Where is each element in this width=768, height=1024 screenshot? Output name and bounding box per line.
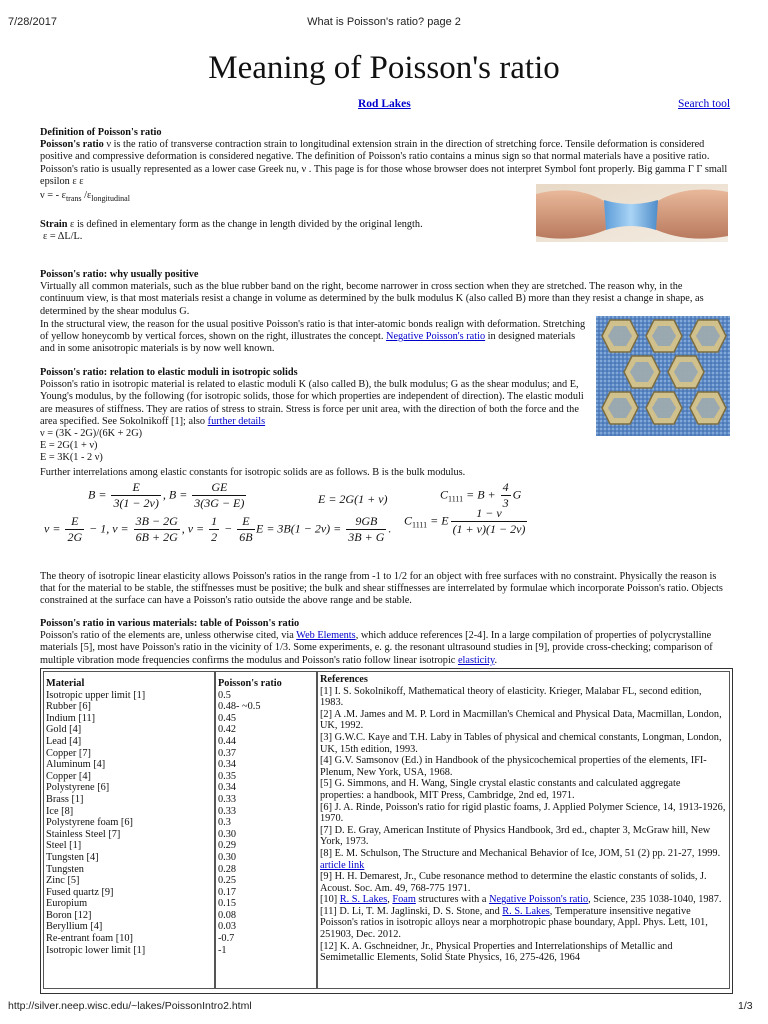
material-cell: Ice [8] (46, 805, 74, 817)
ref11-lakes-link[interactable]: R. S. Lakes (502, 905, 550, 917)
relation-formula-1: ν = (3K - 2G)/(6K + 2G) (40, 428, 143, 440)
material-cell: Tungsten [4] (46, 851, 99, 863)
definition-lead: Poisson's ratio (40, 139, 104, 151)
references-header: References (320, 674, 368, 685)
reference-item: [8] E. M. Schulson, The Structure and Mechanical Behavior of Ice, JOM, 51 (2) pp. 21-27, 1999. (320, 847, 721, 859)
further-details-link[interactable]: further details (207, 415, 266, 427)
reference-11-a: [11] D. Li, T. M. Jaglinski, D. S. Stone, and (320, 905, 503, 917)
definition-heading: Definition of Poisson's ratio (40, 127, 162, 138)
material-cell: Zinc [5] (46, 875, 80, 887)
ratio-cell: 0.33 (218, 793, 237, 805)
formula-b-row1: B = $\frac{E}{3(1 - 2\nu)}$ , B = $\frac{GE}{3(3G - E)}$ (88, 480, 245, 510)
positive-p2-tail: in designed materials and in some anisotropic materials is by now well known. (40, 331, 576, 355)
positive-section (40, 269, 728, 318)
formula-nu-row2: ν = $\frac{E}{2G}$ − 1, ν = $\frac{3B - 2G}{6B + 2G}$ , ν = $\frac{1}{2}$ − $\frac{E}{6B}$ (44, 514, 253, 544)
reference-item: [1] I. S. Sokolnikoff, Mathematical theory of elasticity. Krieger, Malabar FL, second edition, 1983. (320, 685, 702, 709)
strain-definition (40, 219, 540, 243)
ratio-header: Poisson's ratio (218, 678, 282, 689)
material-list (46, 690, 212, 957)
search-tool-link[interactable]: Search tool (678, 98, 731, 110)
reference-item: [4] G.V. Samsonov (Ed.) in Handbook of the physicochemical properties of the elements, IFI-Plenum, New York, USA, 1968. (320, 755, 707, 778)
table-intro-a: Poisson's ratio of the elements are, unless otherwise cited, via (40, 630, 297, 642)
ratio-list (218, 690, 314, 957)
positive-heading: Poisson's ratio: why usually positive (40, 269, 199, 280)
formula-lhs: ν = - ε (40, 190, 66, 201)
ratio-cell: 0.3 (218, 817, 231, 829)
ratio-cell: 0.34 (218, 759, 237, 771)
ratio-cell: 0.34 (218, 782, 237, 794)
ratio-cell: 0.44 (218, 735, 237, 747)
ratio-cell: -1 (218, 944, 227, 956)
references-column (317, 671, 730, 989)
material-cell: Aluminum [4] (46, 759, 106, 771)
reference-10-d: , Science, 235 1038-1040, 1987. (588, 894, 722, 906)
reference-9: [9] H. H. Demarest, Jr., Cube resonance method to determine the elastic constants of solids, J. Acoust. Soc. Am. 49, 768-775 1971. (320, 871, 707, 894)
ratio-cell: 0.15 (218, 898, 237, 910)
material-cell: Gold [4] (46, 724, 82, 736)
material-column (43, 671, 215, 989)
formula-e-shear: E = 2G(1 + ν) (318, 492, 388, 506)
ratio-cell: 0.33 (218, 805, 237, 817)
ratio-cell: 0.45 (218, 712, 237, 724)
formula-c1111-b: $C_{1111} = E$ $\frac{1 - \nu}{(1 + \nu)(1 - 2\nu)}$ (404, 506, 526, 536)
strain-text: ε is defined in elementary form as the change in length divided by the original length. (67, 219, 423, 230)
ratio-cell: 0.30 (218, 851, 237, 863)
relation-section (40, 367, 592, 465)
table-intro-b: , which adduce references [2-4]. In a large compilation of properties of polycrystalline materials [5], most have Poisson's ratio in the vicinity of 1/3. Some experiments, e. g. the resonant ultrasound studies in [9], provide cross-checking; comparison of multiple vibration mode frequencies confirms the modulus and Poisson's ratio follow linear isotropic (40, 630, 713, 666)
reference-10-a: [10] (320, 894, 340, 906)
print-date: 7/28/2017 (8, 16, 57, 28)
ratio-cell: 0.48- ~0.5 (218, 701, 261, 713)
ratio-column (215, 671, 317, 989)
poisson-table (40, 668, 733, 994)
material-header: Material (46, 678, 85, 689)
page-title: Meaning of Poisson's ratio (208, 50, 560, 86)
ratio-cell: 0.17 (218, 886, 237, 898)
material-cell: Tungsten (46, 863, 84, 875)
material-cell: Stainless Steel [7] (46, 828, 121, 840)
positive-p1: Virtually all common materials, such as the blue rubber band on the right, become narrower in cross section when they are stretched. The reason why, in the continuum view, is that most materials resist a change in volume as determined by the bulk modulus K (also called B) more than they resist a change in shape, as determined by the shear modulus G. (40, 281, 704, 317)
reference-item: [5] G. Simmons, and H. Wang, Single crystal elastic constants and calculated aggregate properties: a handbook, MIT Press, Cambridge, 2nd ed, 1971. (320, 778, 681, 801)
reference-item: [6] J. A. Rinde, Poisson's ratio for rigid plastic foams, J. Applied Polymer Science, 14, 1913-1926, 1970. (320, 801, 726, 825)
reference-list (320, 686, 727, 860)
material-cell: Re-entrant foam [10] (46, 933, 133, 945)
material-cell: Isotropic lower limit [1] (46, 944, 146, 956)
ratio-cell: 0.03 (218, 921, 237, 933)
material-cell: Rubber [6] (46, 701, 91, 713)
ratio-cell: 0.25 (218, 875, 237, 887)
ref10-negative-poisson-link[interactable]: Negative Poisson's ratio (489, 894, 589, 906)
formula-mid: /ε (81, 190, 92, 201)
material-cell: Polystyrene [6] (46, 782, 110, 794)
web-elements-link[interactable]: Web Elements (296, 630, 356, 642)
material-cell: Steel [1] (46, 840, 82, 852)
reference-11-b: , Temperature insensitive negative Poisson's ratios in isotropic alloys near a morphotropic phase boundary, Appl. Phys. Lett, 101, 251903, Dec. 2012. (320, 905, 708, 941)
reference-item: [2] A .M. James and M. P. Lord in Macmillan's Chemical and Physical Data, Macmillan, London, UK, 1992. (320, 708, 722, 732)
elasticity-link[interactable]: elasticity (457, 654, 495, 666)
relation-formula-3: E = 3K(1 - 2 ν) (40, 452, 103, 464)
ice-article-link[interactable]: article link (320, 859, 365, 871)
formula-e-bulk: E = 3B(1 − 2ν) = $\frac{9GB}{3B + G}$ . (256, 514, 392, 544)
table-heading: Poisson's ratio in various materials: table of Poisson's ratio (40, 618, 300, 629)
print-title: What is Poisson's ratio? page 2 (307, 16, 461, 28)
material-cell: Indium [11] (46, 712, 96, 724)
material-cell: Lead [4] (46, 735, 82, 747)
material-cell: Copper [7] (46, 747, 91, 759)
ref10-lakes-link[interactable]: R. S. Lakes (339, 894, 388, 906)
reference-item: [7] D. E. Gray, American Institute of Physics Handbook, 3rd ed., chapter 3, McGraw hill, New York, 1973. (320, 824, 711, 848)
material-cell: Isotropic upper limit [1] (46, 689, 146, 701)
ratio-cell: 0.30 (218, 828, 237, 840)
formula-c1111-a: $C_{1111} = B$ + $\frac{4}{3}$ G (440, 480, 522, 510)
formula-sub-trans: trans (65, 194, 82, 204)
material-cell: Europium (46, 898, 88, 910)
definition-section (40, 127, 728, 188)
table-section (40, 618, 728, 667)
reference-10-b: , (387, 894, 393, 906)
material-cell: Polystyrene foam [6] (46, 817, 133, 829)
ref10-foam-link[interactable]: Foam (392, 894, 416, 906)
honeycomb-photo (596, 316, 730, 436)
formula-sub-long: longitudinal (91, 194, 130, 204)
ratio-cell: 0.08 (218, 909, 237, 921)
strain-formula: ε = ΔL/L. (43, 231, 83, 243)
ratio-cell: -0.7 (218, 933, 235, 945)
reference-10-c: structures with a (415, 894, 490, 906)
positive-p2 (40, 319, 592, 356)
nu-formula (40, 190, 540, 205)
further-interrelations: Further interrelations among elastic constants for isotropic solids are as follows. B is the bulk modulus. (40, 467, 466, 478)
material-cell: Fused quartz [9] (46, 886, 114, 898)
ratio-cell: 0.5 (218, 689, 231, 701)
material-cell: Brass [1] (46, 793, 84, 805)
material-cell: Copper [4] (46, 770, 91, 782)
rubber-band-photo (536, 184, 728, 242)
footer-url: http://silver.neep.wisc.edu/~lakes/PoissonIntro2.html (8, 1000, 252, 1012)
ratio-cell: 0.35 (218, 770, 237, 782)
theory-paragraph: The theory of isotropic linear elasticity allows Poisson's ratios in the range from -1 to 1/2 for an object with free surfaces with no constraint. Physically the reason is that for the material to be stable, the stiffnesses must be positive; the bulk and shear stiffnesses are interrelated by formulae which incorporate Poisson's ratio. Objects constrained at the surface can have a Poisson's ratio outside the above range and be stable. (40, 571, 723, 607)
footer-page: 1/3 (738, 1000, 753, 1012)
relation-text: Poisson's ratio in isotropic material is related to elastic moduli K (also called B), the bulk modulus; G as the shear modulus; and E, Young's modulus, by the following (for isotropic solids, those for which properties are independent of direction). The elastic moduli are measures of stiffness. They are ratios of stress to strain. Stress is force per unit area, with the direction of both the force and the area specified. See Sokolnikoff [1]; also (40, 379, 584, 427)
material-cell: Boron [12] (46, 909, 92, 921)
strain-lead: Strain (40, 219, 68, 230)
negative-poisson-link[interactable]: Negative Poisson's ratio (386, 331, 486, 343)
material-cell: Beryllium [4] (46, 921, 103, 933)
ratio-cell: 0.28 (218, 863, 237, 875)
relation-heading: Poisson's ratio: relation to elastic moduli in isotropic solids (40, 367, 298, 378)
ratio-cell: 0.29 (218, 840, 237, 852)
positive-p2-text: In the structural view, the reason for the usual positive Poisson's ratio is that inter-atomic bonds realign with deformation. Stretching of yellow honeycomb by vertical forces, shown on the right, illustrates the concept. (40, 319, 586, 343)
ratio-cell: 0.37 (218, 747, 237, 759)
relation-formula-2: E = 2G(1 + ν) (40, 440, 98, 452)
ratio-cell: 0.42 (218, 724, 237, 736)
reference-item: [3] G.W.C. Kaye and T.H. Laby in Tables of physical and chemical constants, Longman, London, UK, 15th edition, 1993. (320, 731, 722, 755)
definition-text: ν is the ratio of transverse contraction strain to longitudinal extension strain in the direction of stretching force. Tensile deformation is considered positive and compressive deformation is considered negative. The definition of Poisson's ratio contains a minus sign so that normal materials have a positive ratio. Poisson's ratio is usually represented as a lower case Greek nu, ν . This page is for those whose browser does not interpret Symbol font properly. Big gamma Γ Γ small epsilon ε ε (40, 139, 728, 187)
reference-12: [12] K. A. Gschneidner, Jr., Physical Properties and Interrelationships of Metallic and Semimetallic Elements, Solid State Physics, 16, 275-426, 1964 (320, 940, 673, 964)
table-intro-c: . (494, 654, 498, 666)
author-link[interactable]: Rod Lakes (358, 98, 411, 110)
